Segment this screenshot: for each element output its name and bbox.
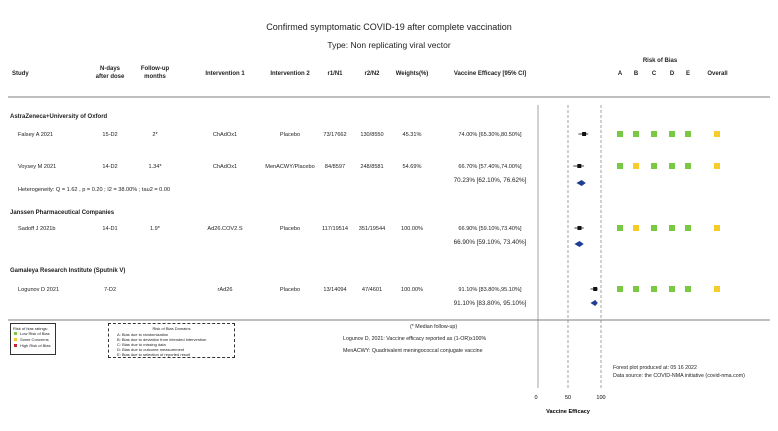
x-tick-50: 50 xyxy=(564,395,572,401)
domain-a: A: Bias due to randomization xyxy=(117,332,169,337)
pooled-diamond xyxy=(590,300,597,306)
study-name: Logunov D 2021 xyxy=(18,287,60,293)
ndays: 14-D2 xyxy=(102,164,118,170)
pooled-text: 66.90% [59.10%, 73.40%] xyxy=(453,239,527,246)
weight: 100.00% xyxy=(400,287,424,293)
int2: MenACWY/Placebo xyxy=(265,164,315,170)
followup: 1.34* xyxy=(148,164,162,170)
study-name: Voysey M 2021 xyxy=(18,164,57,170)
pooled-text: 70.23% [62.10%, 76.62%] xyxy=(453,177,527,184)
note-logunov: Logunov D, 2021: Vaccine efficacy reported as (1-OR)x100% xyxy=(343,336,487,342)
r1n1: 73/17662 xyxy=(323,132,347,138)
r2n2: 47/4601 xyxy=(361,287,383,293)
group-name: AstraZeneca+University of Oxford xyxy=(10,114,108,120)
int2: Placebo xyxy=(279,287,301,293)
rob-square xyxy=(633,225,639,231)
x-axis-label: Vaccine Efficacy xyxy=(546,409,590,415)
int2: Placebo xyxy=(279,226,301,232)
plot-subtitle: Type: Non replicating viral vector xyxy=(327,40,451,50)
study-point xyxy=(582,132,586,136)
pooled-diamond xyxy=(574,241,583,247)
r1n1: 13/14094 xyxy=(323,287,347,293)
weight: 54.69% xyxy=(402,164,422,170)
ve-text: 66.90% [59.10%,73.40%] xyxy=(458,226,522,232)
rob-title: Risk of Bias xyxy=(642,58,678,64)
weight: 100.00% xyxy=(400,226,424,232)
col-int2: Intervention 2 xyxy=(270,71,310,77)
domain-d: D: Bias due to outcome measurement xyxy=(117,347,185,352)
rob-square xyxy=(685,163,691,169)
col-r1n1: r1/N1 xyxy=(327,71,343,77)
rob-square xyxy=(651,131,657,137)
rob-col-c: C xyxy=(651,71,657,77)
legend-label-high: High Risk of Bias xyxy=(20,343,51,348)
note-menacwy: MenACWY: Quadrivalent meningococcal conjugate vaccine xyxy=(343,348,483,354)
r2n2: 130/8550 xyxy=(360,132,384,138)
ve-text: 66.70% [57.40%,74.00%] xyxy=(458,164,522,170)
study-point xyxy=(577,164,581,168)
pooled-text: 91.10% [83.80%, 95.10%] xyxy=(453,300,527,307)
study-name: Sadoff J 2021b xyxy=(18,226,56,232)
rob-col-b: B xyxy=(633,71,639,77)
domain-c: C: Bias due to missing data xyxy=(117,342,166,347)
rob-square xyxy=(633,163,639,169)
domain-b: B: Bias due to deviation from intended intervention xyxy=(117,337,207,342)
col-followup-1: Follow-up xyxy=(140,66,170,72)
ndays: 7-D2 xyxy=(103,287,117,293)
rob-square xyxy=(669,131,675,137)
r1n1: 84/8597 xyxy=(324,164,346,170)
col-study: Study xyxy=(12,71,29,77)
rob-square xyxy=(633,131,639,137)
int1: rAd26 xyxy=(217,287,233,293)
rob-square xyxy=(714,225,720,231)
group-name: Gamaleya Research Institute (Sputnik V) xyxy=(10,268,126,274)
group-name: Janssen Pharmaceutical Companies xyxy=(10,210,115,216)
weight: 45.31% xyxy=(402,132,422,138)
rob-square xyxy=(685,225,691,231)
domain-e: E: Bias due to selection of reported result xyxy=(117,352,191,357)
x-tick-0: 0 xyxy=(534,395,538,401)
rob-square xyxy=(617,286,623,292)
rob-square xyxy=(714,163,720,169)
plot-title: Confirmed symptomatic COVID-19 after complete vaccination xyxy=(266,22,512,32)
rob-square xyxy=(651,163,657,169)
legend-label-low: Low Risk of Bias xyxy=(20,331,50,336)
r2n2: 351/19544 xyxy=(358,226,386,232)
rob-square xyxy=(651,286,657,292)
footer-produced: Forest plot produced at: 05 16 2022 xyxy=(613,365,697,371)
ve-text: 91.10% [83.80%,95.10%] xyxy=(458,287,522,293)
rob-square xyxy=(617,131,623,137)
rob-col-e: E xyxy=(685,71,690,77)
pooled-diamond xyxy=(576,180,585,186)
rob-square xyxy=(617,163,623,169)
rob-square xyxy=(714,286,720,292)
rob-square xyxy=(669,286,675,292)
heterogeneity: Heterogeneity: Q = 1.62 , p = 0.20 ; I2 = 38.00% ; tau2 = 0.00 xyxy=(18,187,171,193)
study-point xyxy=(593,287,597,291)
rob-square xyxy=(685,286,691,292)
rob-square xyxy=(651,225,657,231)
int1: ChAdOx1 xyxy=(212,132,238,138)
followup: 2* xyxy=(152,132,158,138)
ndays: 14-D1 xyxy=(102,226,118,232)
rob-square xyxy=(669,225,675,231)
rob-square xyxy=(669,163,675,169)
col-ndays-2: after dose xyxy=(95,74,125,80)
col-ndays-1: N-days xyxy=(99,66,120,72)
x-tick-100: 100 xyxy=(596,395,606,401)
rob-legend-title: Risk of bias ratings: xyxy=(13,326,48,331)
rob-col-d: D xyxy=(669,71,675,77)
col-ve: Vaccine Efficacy [95% CI] xyxy=(453,71,527,77)
legend-label-some: Some Concerns xyxy=(20,337,49,342)
rob-square xyxy=(685,131,691,137)
rob-domains-title: Risk of Bias Domains xyxy=(152,326,191,331)
note-median: (* Median follow-up) xyxy=(410,324,458,330)
ve-text: 74.00% [65.30%,80.50%] xyxy=(458,132,522,138)
rob-col-a: A xyxy=(617,71,623,77)
rob-square xyxy=(617,225,623,231)
followup: 1.9* xyxy=(150,226,160,232)
rob-col-overall: Overall xyxy=(707,71,728,77)
r1n1: 117/19514 xyxy=(321,226,349,232)
study-point xyxy=(577,226,581,230)
ndays: 15-D2 xyxy=(102,132,118,138)
col-int1: Intervention 1 xyxy=(205,71,245,77)
rob-square xyxy=(633,286,639,292)
int1: ChAdOx1 xyxy=(212,164,238,170)
study-name: Falsey A 2021 xyxy=(18,132,54,138)
int1: Ad26.COV2.S xyxy=(207,226,243,232)
rob-square xyxy=(714,131,720,137)
r2n2: 248/8581 xyxy=(360,164,384,170)
int2: Placebo xyxy=(279,132,301,138)
col-followup-2: months xyxy=(144,74,166,80)
col-r2n2: r2/N2 xyxy=(364,71,380,77)
col-weights: Weights(%) xyxy=(395,71,429,77)
footer-source: Data source: the COVID-NMA initiative (covid-nma.com) xyxy=(613,373,745,379)
